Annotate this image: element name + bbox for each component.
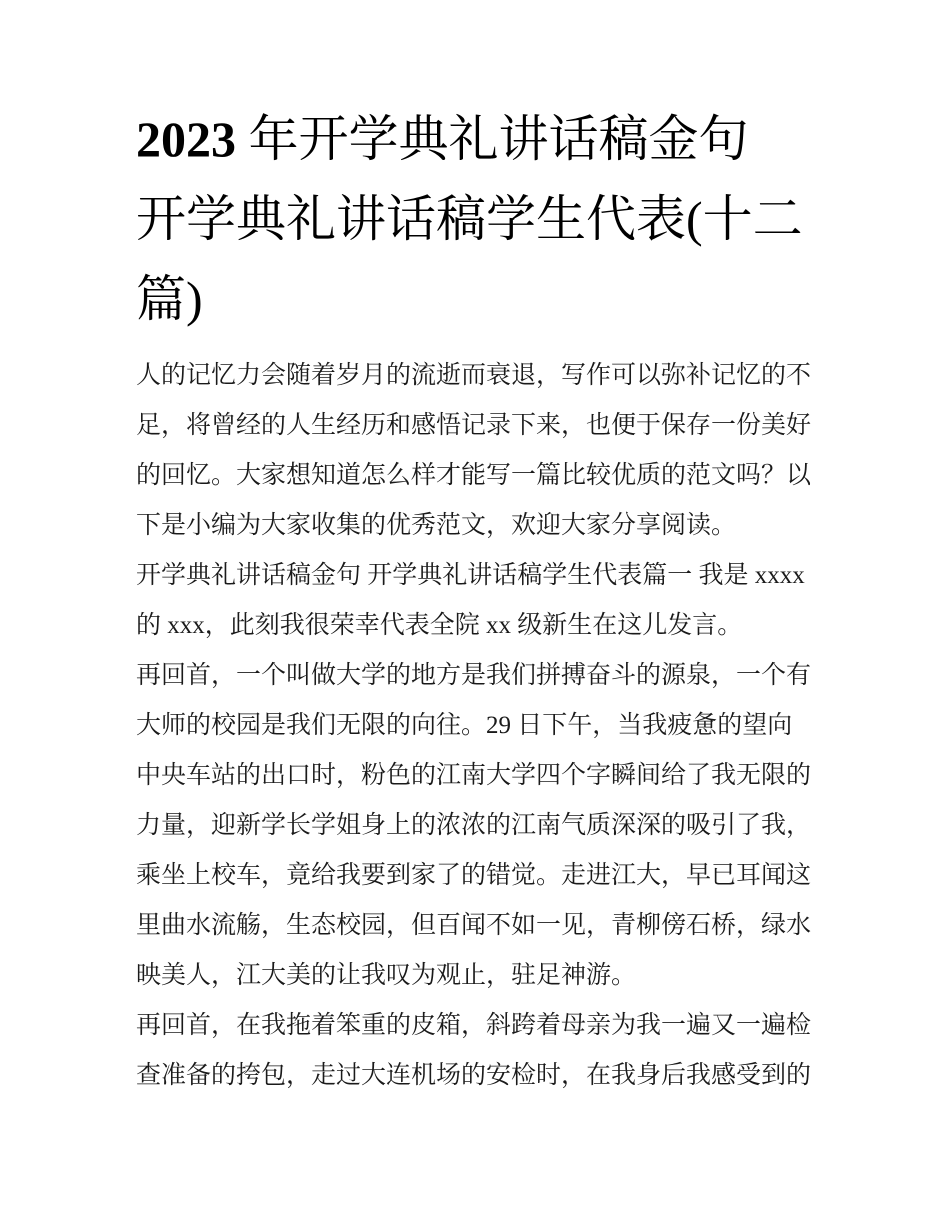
text-line: 的回忆。大家想知道怎么样才能写一篇比较优质的范文吗？以 — [136, 462, 812, 489]
text-line: 足，将曾经的人生经历和感悟记录下来，也便于保存一份美好 — [136, 412, 812, 439]
title-line-3: 篇) — [136, 271, 203, 327]
title-line-2: 开学典礼讲话稿学生代表(十二 — [136, 191, 803, 247]
paragraph-3 — [136, 651, 816, 1001]
document-title — [136, 99, 816, 339]
text-line: 力量，迎新学长学姐身上的浓浓的江南气质深深的吸引了我， — [136, 812, 812, 839]
text-line: 下是小编为大家收集的优秀范文，欢迎大家分享阅读。 — [136, 512, 737, 539]
text-line: 人的记忆力会随着岁月的流逝而衰退，写作可以弥补记忆的不 — [136, 362, 812, 389]
text-line: 中央车站的出口时，粉色的江南大学四个字瞬间给了我无限的 — [136, 762, 812, 789]
document-content — [136, 99, 816, 1101]
text-line: 大师的校园是我们无限的向往。29 日下午，当我疲惫的望向 — [136, 712, 793, 739]
text-line: 乘坐上校车，竟给我要到家了的错觉。走进江大，早已耳闻这 — [136, 862, 812, 889]
title-year: 2023 — [136, 111, 236, 167]
text-line: 映美人，江大美的让我叹为观止，驻足神游。 — [136, 962, 637, 989]
text-line: 再回首，在我拖着笨重的皮箱，斜跨着母亲为我一遍又一遍检 — [136, 1012, 812, 1039]
text-line: 再回首，一个叫做大学的地方是我们拼搏奋斗的源泉，一个有 — [136, 662, 812, 689]
title-line-1-text: 年开学典礼讲话稿金句 — [236, 111, 749, 167]
text-line: 开学典礼讲话稿金句 开学典礼讲话稿学生代表篇一 我是 xxxx — [136, 562, 805, 589]
text-line: 里曲水流觞，生态校园，但百闻不如一见，青柳傍石桥，绿水 — [136, 912, 812, 939]
title-line-1 — [136, 99, 816, 179]
paragraph-4 — [136, 1001, 816, 1101]
paragraph-1 — [136, 351, 816, 551]
paragraph-2 — [136, 551, 816, 651]
text-line: 查准备的挎包，走过大连机场的安检时，在我身后我感受到的 — [136, 1062, 812, 1089]
document-body — [136, 351, 816, 1101]
text-line: 的 xxx，此刻我很荣幸代表全院 xx 级新生在这儿发言。 — [136, 612, 743, 639]
